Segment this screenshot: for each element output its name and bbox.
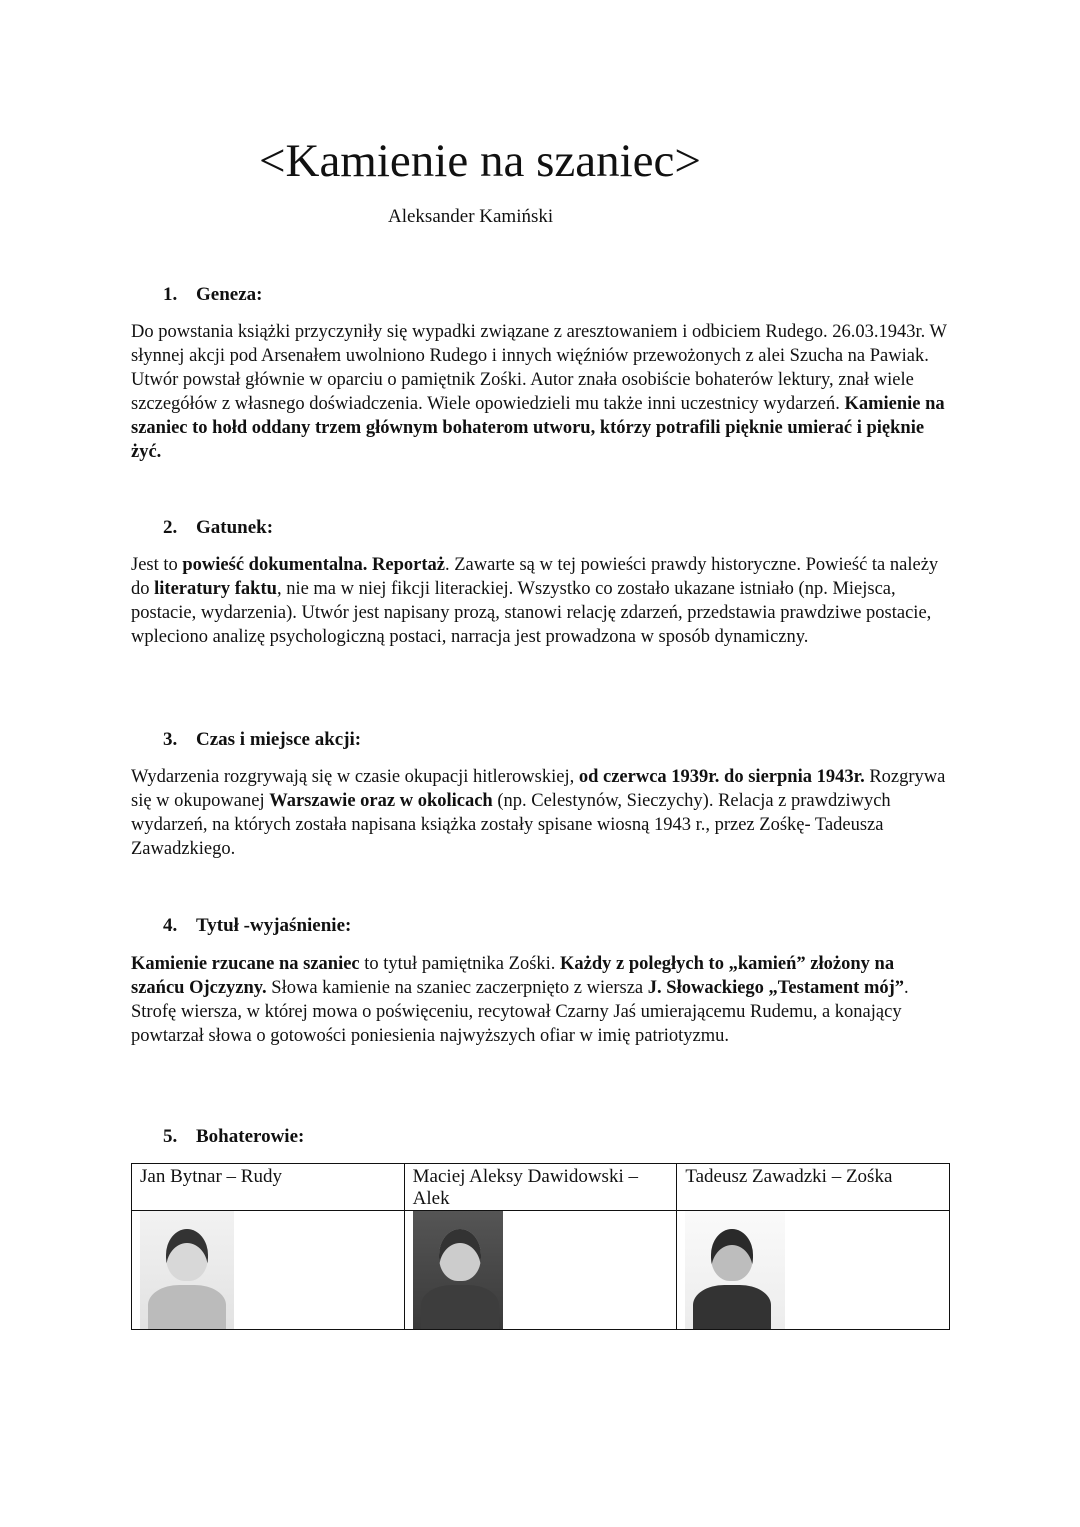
hero-portrait-rudy — [140, 1211, 234, 1329]
heroes-photos-row — [132, 1211, 950, 1330]
section-heading-heroes — [163, 1125, 304, 1149]
section-paragraph-genre — [131, 553, 951, 649]
section-title: Czas i miejsce akcji: — [196, 729, 362, 750]
body-text: Rozgrywa się w okupowanej — [131, 767, 946, 811]
body-text: . Strofę wiersza, w której mowa o poświęceniu, recytował Czarny Jaś umierającemu Rudemu, a konający powtarzał słowa o gotowości poniesienia najwyższych ofiar w imię patriotyzmu. — [131, 978, 909, 1046]
body-text: Do powstania książki przyczyniły się wypadki związane z aresztowaniem i odbiciem Rudego. 26.03.1943r. W słynnej akcji pod Arsenałem uwolniono Rudego i innych więźniów przewożonych z alei Szucha na Pawiak. Utwór powstał głównie w oparciu o pamiętnik Zośki. Autor znała osobiście bohaterów lektury, znał wiele szczegółów z własnego doświadczenia. Wiele opowiedzieli mu także inni uczestnicy wydarzeń. — [131, 322, 947, 414]
hero-photo-cell — [404, 1211, 677, 1330]
section-title: Bohaterowie: — [196, 1126, 305, 1147]
hero-photo-cell — [132, 1211, 405, 1330]
hero-name-cell: Jan Bytnar – Rudy — [132, 1164, 405, 1211]
hero-name-cell: Tadeusz Zawadzki – Zośka — [677, 1164, 950, 1211]
section-heading-time-place — [163, 728, 361, 752]
body-text: , nie ma w niej fikcji literackiej. Wszystko co zostało ukazane istniało (np. Miejsca, postacie, wydarzenia). Utwór jest napisany prozą, stanowi relację zdarzeń, przedstawia prawdziwe postacie, wpleciono analizę psychologiczną postaci, narracja jest prowadzona w sposób dynamiczny. — [131, 579, 932, 647]
emphasized-text: literatury faktu — [154, 579, 277, 599]
section-number: 5. — [163, 1126, 178, 1147]
emphasized-text: J. Słowackiego „Testament mój” — [647, 978, 905, 998]
portrait-body — [693, 1285, 771, 1329]
section-number: 1. — [163, 284, 178, 305]
hero-name-cell: Maciej Aleksy Dawidowski – Alek — [404, 1164, 677, 1211]
section-number: 2. — [163, 517, 178, 538]
emphasized-text: powieść dokumentalna. Reportaż — [182, 555, 445, 575]
section-heading-title-explanation — [163, 914, 351, 938]
section-number: 4. — [163, 915, 178, 936]
body-text: Jest to — [131, 555, 183, 575]
emphasized-text: Kamienie na szaniec to hołd oddany trzem głównym bohaterom utworu, którzy potrafili pięknie umierać i pięknie żyć. — [131, 394, 945, 462]
emphasized-text: Kamienie rzucane na szaniec — [131, 954, 360, 974]
hero-photo-cell — [677, 1211, 950, 1330]
heroes-names-row — [132, 1164, 950, 1211]
portrait-body — [148, 1285, 226, 1329]
document-title: <Kamienie na szaniec> — [259, 135, 701, 187]
section-paragraph-time-place — [131, 765, 951, 861]
body-text: to tytuł pamiętnika Zośki. — [359, 954, 561, 974]
portrait-head — [439, 1229, 481, 1281]
portrait-head — [166, 1229, 208, 1281]
section-heading-genesis — [163, 283, 262, 307]
hero-portrait-alek — [413, 1211, 503, 1329]
body-text: Słowa kamienie na szaniec zaczerpnięto z wiersza — [266, 978, 648, 998]
section-title: Tytuł -wyjaśnienie: — [196, 915, 352, 936]
emphasized-text: od czerwca 1939r. do sierpnia 1943r. — [578, 767, 865, 787]
heroes-table — [131, 1163, 950, 1330]
body-text: (np. Celestynów, Sieczychy). Relacja z prawdziwych wydarzeń, na których została napisana książka zostały spisane wiosną 1943 r., przez Zośkę- Tadeusza Zawadzkiego. — [131, 791, 891, 859]
section-paragraph-title-explanation — [131, 952, 951, 1048]
document-author: Aleksander Kamiński — [388, 206, 554, 227]
section-title: Geneza: — [196, 284, 263, 305]
section-heading-genre — [163, 516, 273, 540]
section-number: 3. — [163, 729, 178, 750]
emphasized-text: Warszawie oraz w okolicach — [269, 791, 493, 811]
section-paragraph-genesis — [131, 320, 951, 464]
portrait-body — [421, 1285, 499, 1329]
body-text: Wydarzenia rozgrywają się w czasie okupacji hitlerowskiej, — [131, 767, 579, 787]
body-text: . Zawarte są w tej powieści prawdy historyczne. Powieść ta należy do — [131, 555, 939, 599]
emphasized-text: Każdy z poległych to „kamień” złożony na szańcu Ojczyzny. — [131, 954, 895, 998]
portrait-head — [711, 1229, 753, 1281]
section-title: Gatunek: — [196, 517, 274, 538]
hero-portrait-zoska — [685, 1211, 785, 1329]
